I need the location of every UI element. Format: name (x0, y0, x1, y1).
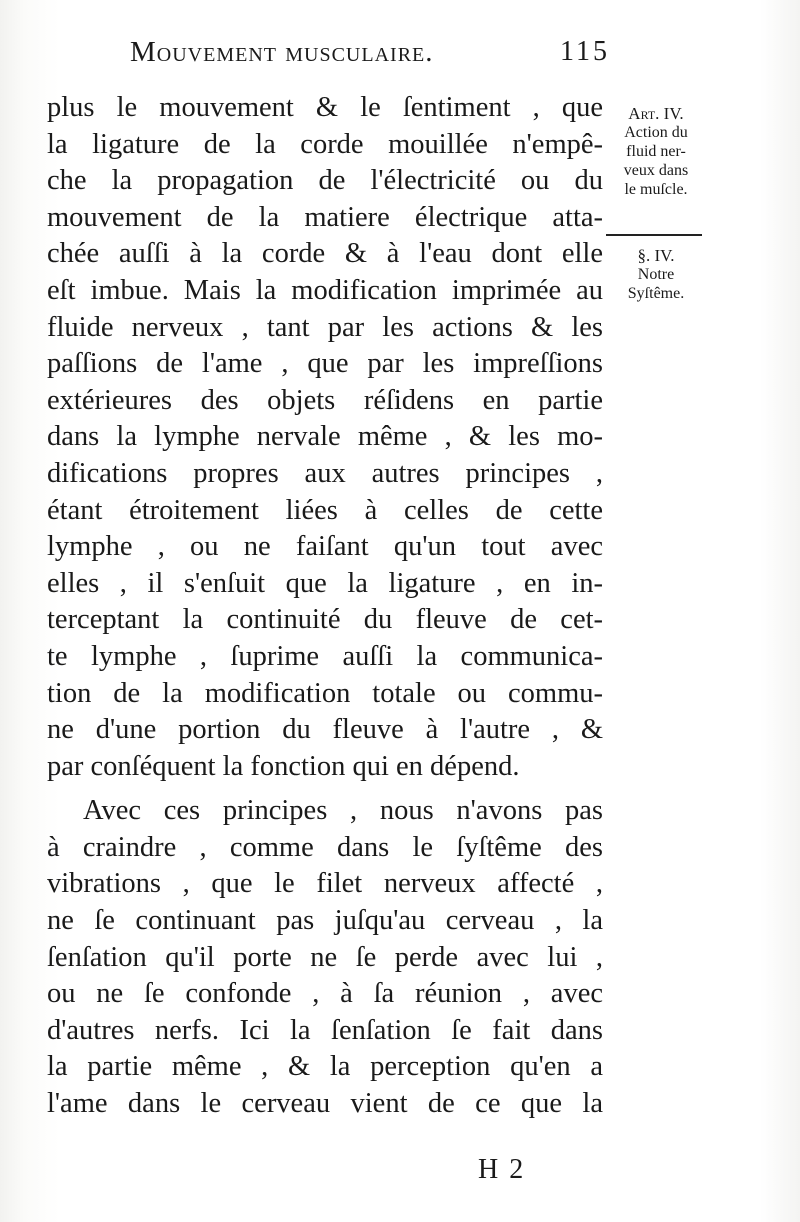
margin-section-heading: §. IV. (637, 246, 675, 265)
text-line: dans la lymphe nervale même , & les mo- (47, 421, 603, 453)
margin-article-line: fluid ner- (626, 143, 686, 160)
margin-section-line: Notre (637, 266, 675, 283)
text-line: à craindre , comme dans le ſyſtême des (47, 831, 603, 863)
text-line: la ligature de la corde mouillée n'empê- (47, 128, 603, 160)
text-line: ſenſation qu'il porte ne ſe perde avec lui , (47, 941, 603, 973)
text-line: vibrations , que le filet nerveux affecté , (47, 868, 603, 900)
margin-article-heading: Art. IV. (628, 104, 684, 123)
text-line: mouvement de la matiere électrique atta- (47, 201, 603, 233)
text-line: difications propres aux autres principes , (47, 457, 603, 489)
text-line: ou ne ſe confonde , à ſa réunion , avec (47, 978, 603, 1010)
text-line: l'ame dans le cerveau vient de ce que la (47, 1088, 603, 1120)
paragraph-2 (47, 793, 603, 1122)
margin-section-line: Syſtême. (627, 285, 685, 302)
paragraph-gap (47, 785, 603, 793)
text-line: Avec ces principes , nous n'avons pas (83, 795, 603, 827)
text-line: par conſéquent la fonction qui en dépend. (47, 750, 520, 782)
text-line: d'autres nerfs. Ici la ſenſation ſe fait dans (47, 1014, 603, 1046)
text-line: ne ſe continuant pas juſqu'au cerveau , la (47, 905, 603, 937)
page-header (130, 30, 610, 74)
margin-divider (606, 234, 702, 236)
margin-article-line: le muſcle. (624, 181, 688, 198)
text-line: fluide nerveux , tant par les actions & les (47, 311, 603, 343)
text-line: terceptant la continuité du fleuve de cet- (47, 604, 603, 636)
running-title: Mouvement musculaire. (130, 35, 434, 68)
text-line: étant étroitement liées à celles de cette (47, 494, 603, 526)
signature-mark: H 2 (478, 1154, 526, 1185)
page-number: 115 (560, 36, 610, 67)
text-line: paſſions de l'ame , que par les impreſſions (47, 348, 603, 380)
text-line: la partie même , & la perception qu'en a (47, 1051, 603, 1083)
text-line: elles , il s'enſuit que la ligature , en in- (47, 567, 603, 599)
text-line: eſt imbue. Mais la modification imprimée au (47, 274, 603, 306)
text-line: plus le mouvement & le ſentiment , que (47, 92, 603, 123)
margin-note-section (604, 246, 708, 303)
text-line: ne d'une portion du fleuve à l'autre , & (47, 714, 603, 746)
main-text (47, 90, 603, 1123)
margin-note-article (604, 104, 708, 199)
text-line: lymphe , ou ne faiſant qu'un tout avec (47, 531, 603, 563)
text-line: chée auſſi à la corde & à l'eau dont elle (47, 238, 603, 270)
paragraph-1 (47, 90, 603, 785)
margin-article-line: veux dans (623, 162, 689, 179)
text-line: tion de la modification totale ou commu- (47, 677, 603, 709)
text-line: che la propagation de l'électricité ou du (47, 165, 603, 197)
text-line: extérieures des objets réſidens en partie (47, 384, 603, 416)
margin-article-line: Action du (624, 124, 688, 141)
text-line: te lymphe , ſuprime auſſi la communica- (47, 640, 603, 672)
